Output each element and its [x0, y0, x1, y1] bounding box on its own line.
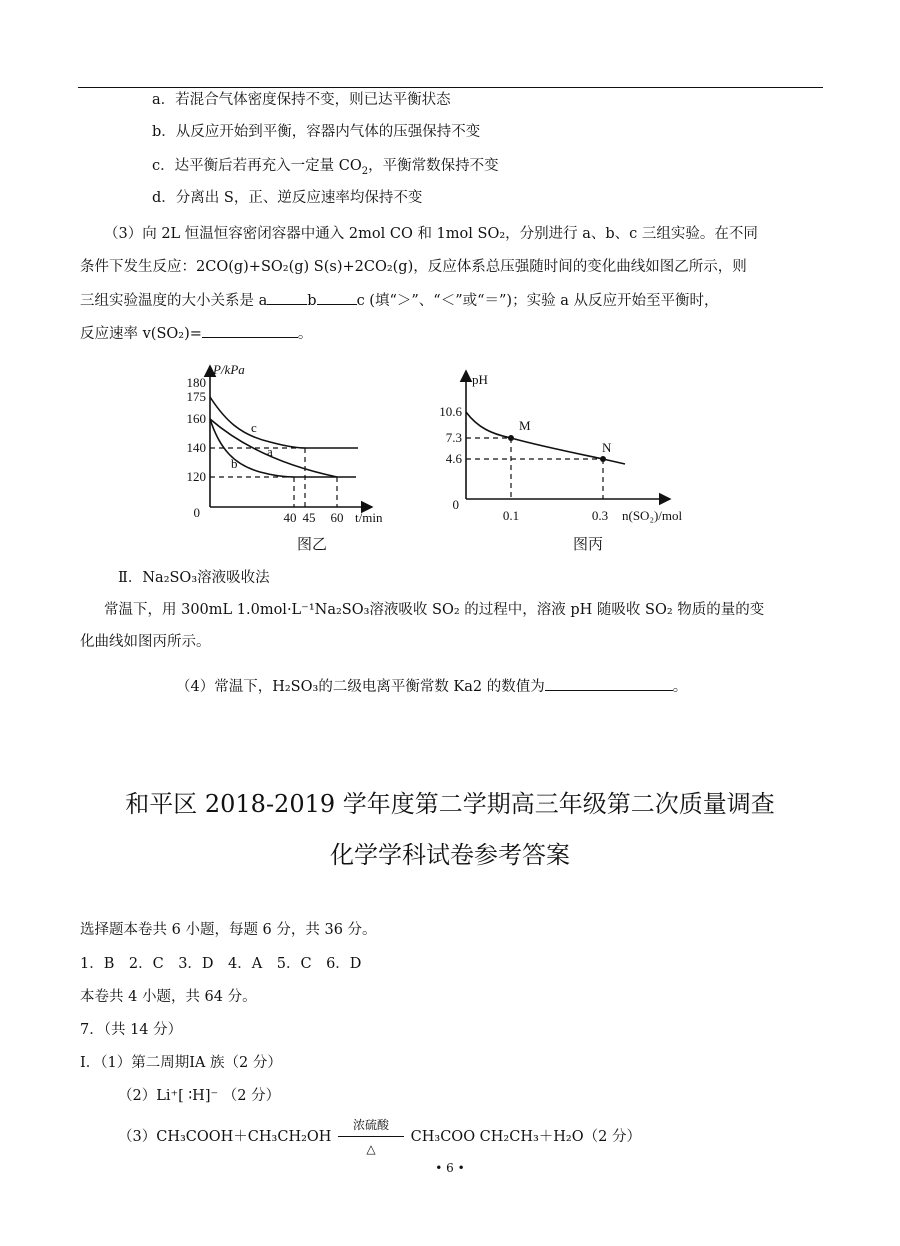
section2-para2: 化曲线如图丙所示。	[80, 634, 211, 650]
curve-label-a: a	[267, 444, 273, 459]
answer-i2: （2）Li⁺[ ∶H]⁻ （2 分）	[118, 1088, 281, 1104]
y-tick: 120	[186, 469, 206, 484]
figure-caption: 图乙	[296, 537, 328, 553]
y-tick: 140	[186, 440, 206, 455]
q3-line2: 条件下发生反应：2CO(g)+SO₂(g) S(s)+2CO₂(g)，反应体系总压强随时间的变化曲线如图乙所示，则	[80, 259, 747, 275]
ph-curve	[466, 412, 625, 464]
answer-title: 和平区 2018-2019 学年度第二学期高三年级第二次质量调查	[125, 790, 775, 818]
y-tick: 160	[186, 411, 206, 426]
q3-line1: （3）向 2L 恒温恒容密闭容器中通入 2mol CO 和 1mol SO₂，分别进行 a、b、c 三组实验。在不同	[104, 226, 758, 242]
curve-label-c: c	[251, 420, 257, 435]
figure-yi	[0, 0, 900, 570]
section2-heading: Ⅱ．Na₂SO₃溶液吸收法	[118, 570, 270, 586]
section2-para1: 常温下，用 300mL 1.0mol·L⁻¹Na₂SO₃溶液吸收 SO₂ 的过程中，溶液 pH 随吸收 SO₂ 物质的量的变	[104, 602, 765, 618]
y-tick: 180	[186, 375, 206, 390]
answer-choices: 1．B 2．C 3．D 4．A 5．C 6．D	[80, 956, 362, 972]
q4-text: 。	[672, 679, 688, 695]
page-number: • 6 •	[435, 1161, 465, 1175]
origin-label: 0	[193, 505, 200, 520]
x-tick: 0.3	[591, 508, 609, 523]
origin-label: 0	[452, 497, 459, 512]
answer-intro: 选择题本卷共 6 小题，每题 6 分，共 36 分。	[80, 922, 377, 938]
x-axis-label: t/min	[355, 510, 383, 525]
point-n	[600, 456, 606, 462]
q4	[176, 676, 687, 697]
x-tick: 60	[330, 510, 344, 525]
x-tick: 45	[302, 510, 316, 525]
answer-subtitle: 化学学科试卷参考答案	[330, 841, 570, 869]
figure-caption: 图丙	[572, 537, 604, 553]
condition-heat: △	[366, 1142, 376, 1156]
x-axis-label: n(SO₂)/mol	[622, 508, 683, 523]
curve-c	[210, 397, 358, 448]
option-c-text: c．达平衡后若再充入一定量 CO	[152, 158, 362, 174]
option-a: a．若混合气体密度保持不变，则已达平衡状态	[152, 92, 451, 108]
q3-text: 。	[297, 326, 313, 342]
x-tick: 0.1	[502, 508, 520, 523]
option-b: b．从反应开始到平衡，容器内气体的压强保持不变	[152, 124, 481, 140]
y-tick: 7.3	[445, 430, 462, 445]
option-c-sub: 2	[361, 165, 369, 177]
q3-text: 反应速率 v(SO₂)=	[80, 326, 202, 342]
curve-label-b: b	[231, 456, 238, 471]
answer-blank[interactable]	[545, 676, 673, 691]
condition-catalyst: 浓硫酸	[353, 1118, 390, 1132]
q3-text: b	[307, 293, 317, 309]
y-tick: 175	[186, 389, 206, 404]
option-c-text-end: ，平衡常数保持不变	[368, 158, 499, 174]
q4-text: （4）常温下，H₂SO₃的二级电离平衡常数 Ka2 的数值为	[176, 679, 545, 695]
option-d: d．分离出 S，正、逆反应速率均保持不变	[152, 190, 423, 206]
point-label-n: N	[602, 440, 612, 455]
y-tick: 4.6	[445, 451, 462, 466]
reversible-arrow	[336, 1118, 406, 1156]
point-m	[508, 435, 514, 441]
x-tick: 40	[283, 510, 297, 525]
y-axis-label: pH	[472, 372, 488, 387]
q3-text: c (填“＞”、“＜”或“＝”)；实验 a 从反应开始至平衡时，	[356, 293, 719, 309]
y-tick: 10.6	[439, 404, 462, 419]
q3-text: 三组实验温度的大小关系是 a	[80, 293, 268, 309]
equation-left: （3）CH₃COOH＋CH₃CH₂OH	[118, 1129, 332, 1145]
equation-right: CH₃COO CH₂CH₃＋H₂O（2 分）	[410, 1129, 641, 1145]
answer-part2: 本卷共 4 小题，共 64 分。	[80, 989, 257, 1005]
answer-i1: Ⅰ．（1）第二周期ⅠA 族（2 分）	[80, 1055, 282, 1071]
point-label-m: M	[519, 418, 531, 433]
answer-q7: 7．（共 14 分）	[80, 1022, 183, 1038]
y-axis-label: P/kPa	[213, 362, 245, 377]
answer-i3	[118, 1118, 641, 1156]
